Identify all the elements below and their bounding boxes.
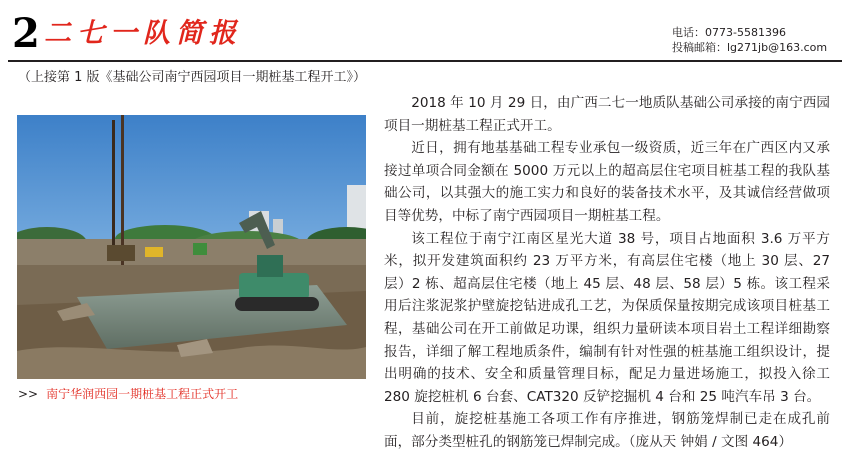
construction-site-photo: [17, 115, 366, 379]
photo-caption: [18, 386, 238, 402]
caption-text: 南宁华润西园一期桩基工程正式开工: [46, 387, 239, 401]
continuation-note: （上接第 1 版《基础公司南宁西园项目一期桩基工程开工》）: [18, 70, 367, 85]
header-rule: [8, 60, 842, 62]
article-paragraph: 该工程位于南宁江南区星光大道 38 号，项目占地面积 3.6 万平方米，拟开发建筑面积约 23 万平方米，有高层住宅楼（地上 30 层、27 层）2 栋、超高层住宅楼（地上 45 层、48 层、58 层）5 栋。该工程采用后注浆泥浆护壁旋挖钻进成孔工艺，为保质保量按期完成该项目桩基工程，基础公司在开工前做足功课，组织力量研读本项目岩土工程详细勘察报告，详细了解工程地质条件，编制有针对性强的桩基施工组织设计，提出明确的技术、安全和质量管理目标，配足力量进场施工，拟投入徐工 280 旋挖桩机 6 台套、CAT320 反铲挖掘机 4 台和 25 吨汽车吊 3 台。: [384, 230, 830, 405]
contact-email: 投稿邮箱：lg271jb@163.com: [672, 41, 828, 54]
construction-site-illustration: [17, 115, 366, 379]
article-paragraph: 近日，拥有地基基础工程专业承包一级资质，近三年在广西区内又承接过单项合同金额在 5000 万元以上的超高层住宅项目桩基工程的我队基础公司，以其强大的施工实力和良好的装备技术水平，及其诚信经营做项目等优势，中标了南宁西园项目一期桩基工程。: [384, 140, 830, 224]
caption-marker: >>: [18, 387, 39, 401]
article-body: [384, 92, 830, 454]
page-number: 2: [12, 10, 40, 57]
article-paragraph: 目前，旋挖桩基施工各项工作有序推进，钢筋笼焊制已走在成孔前面，部分类型桩孔的钢筋笼已焊制完成。（庞从天 钟娟 / 文图 464）: [384, 411, 830, 450]
contact-phone: 电话：0773-5581396: [672, 26, 786, 39]
article-paragraph: 2018 年 10 月 29 日，由广西二七一地质队基础公司承接的南宁西园项目一期桩基工程正式开工。: [384, 95, 830, 134]
contact-info: [672, 25, 827, 55]
masthead-title: 二七一队简报: [44, 18, 242, 49]
